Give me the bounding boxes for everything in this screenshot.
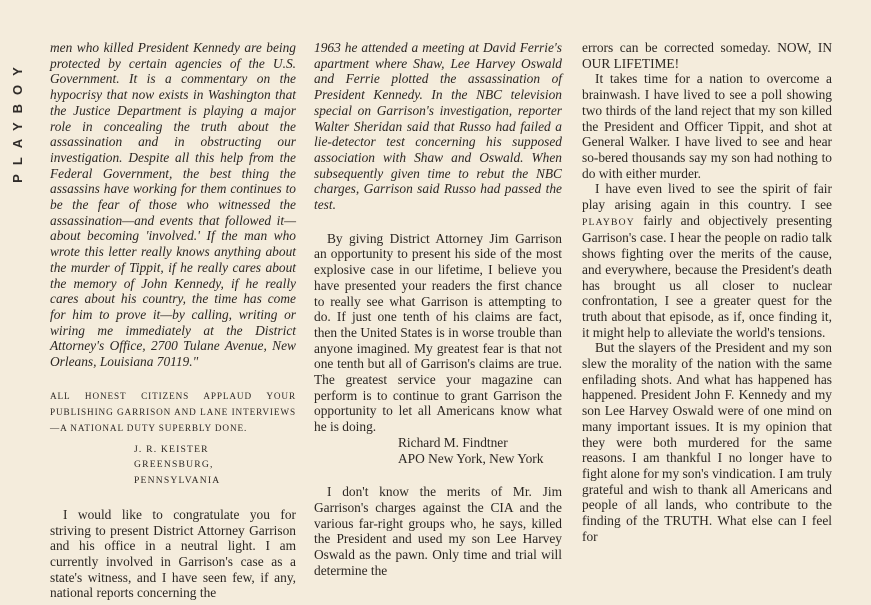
signer-place: APO New York, New York [398, 450, 544, 466]
paragraph-text: I have even lived to see the spirit of fair play arising again in this country. I see [582, 181, 832, 213]
paragraph: errors can be corrected someday. NOW, IN OUR LIFETIME! [582, 40, 832, 71]
signer-name: Richard M. Findtner [398, 434, 508, 450]
column-1 [50, 40, 296, 601]
letter-body: By giving District Attorney Jim Garrison an opportunity to present his side of the most explosive case in our lifetime, I believe you have presented your readers the first chance to really see what Garrison is attempting to do. If just one tenth of his claims are fact, then the United States is in worse trouble than anyone imagined. My greatest fear is that not one tenth but all of Garrison's claims are true. The greatest service your magazine can perform is to continue to grant Garrison the opportunity to let all Americans know what he is doing. [314, 230, 562, 435]
playboy-smallcaps: PLAYBOY [582, 216, 635, 228]
letter-body: I would like to congratulate you for striving to present District Attorney Garrison and his office in a neutral light. I am currently involved in Garrison's case as a state's witness, and I have seen few, if any, national reports concerning the [50, 506, 296, 601]
paragraph-text: fairly and objectively presenting Garrison's case. I hear the people on radio talk shows fighting over the merits of the cause, and everywhere, because the President's death has brought us all closer to nuclear confrontation, I see a greater quest for the truth about that episode, as if, once finding it, it might help to alleviate the world's tensions. [582, 212, 832, 340]
paragraph: But the slayers of the President and my son slew the morality of the nation with the same enfilading shots. And what has happened has happened. President John F. Kennedy and my son Lee Harvey Oswald were of one mind on many important issues. It is my opinion that they were both murdered for the same reasons. I am thankful I no longer have to fight alone for my son's vindication. I am truly grateful and wish to thank all Americans and people of all lands, who contribute to the finding of the TRUTH. What else can I feel for [582, 340, 832, 544]
letter-headline: ALL HONEST CITIZENS APPLAUD YOUR PUBLISHING GARRISON AND LANE INTERVIEWS—A NATIONAL DUTY SUPERBLY DONE. [50, 390, 296, 433]
column-3 [582, 40, 832, 545]
paragraph: It takes time for a nation to overcome a brainwash. I have lived to see a poll showing two thirds of the land reject that my son killed the President and Officer Tippit, and shot at General Walker. I have lived to see and hear so-bered thousands say my son had nothing to do with either murder. [582, 71, 832, 181]
signer-name: J. R. KEISTER [134, 443, 209, 455]
letter-end-italic: men who killed President Kennedy are being protected by certain agencies of the U.S. Government. It is a commentary on the hypocrisy that now exists in Washington that the Justice Department is playing a major role in concealing the truth about the assassination and in obstructing our investigation. Despite all this help from the Federal Government, the best thing the assassins have working for them continues to be the fear of those who witnessed the assassination—and events that followed it—about becoming 'involved.' If the man who wrote this letter really knows anything about the murder of Tippit, if he really cares about the memory of John Kennedy, if he really cares about his country, the time has come for him to prove it—by calling, writing or wiring me immediately at the District Attorney's Office, 2700 Tulane Avenue, New Orleans, Louisiana 70119." [50, 40, 296, 370]
paragraph [582, 181, 832, 340]
letter-body: I don't know the merits of Mr. Jim Garrison's charges against the CIA and the various far-right groups who, he says, killed the President and used my son Lee Harvey Oswald as the pawn. Only time and trial will determine the [314, 484, 562, 578]
column-2 [314, 40, 562, 579]
playboy-masthead [7, 40, 27, 200]
masthead-text: PLAYBOY [9, 57, 25, 183]
editor-reply-italic: 1963 he attended a meeting at David Ferrie's apartment where Shaw, Lee Harvey Oswald and Ferrie plotted the assassination of President Kennedy. In the NBC television special on Garrison's investigation, reporter Walter Sheridan said that Russo had failed a lie-detector test concerning his supposed association with Shaw and Oswald. When subsequently given time to rebut the NBC charges, Garrison said Russo had passed the test. [314, 40, 562, 213]
signer-place: GREENSBURG, PENNSYLVANIA [134, 459, 221, 487]
